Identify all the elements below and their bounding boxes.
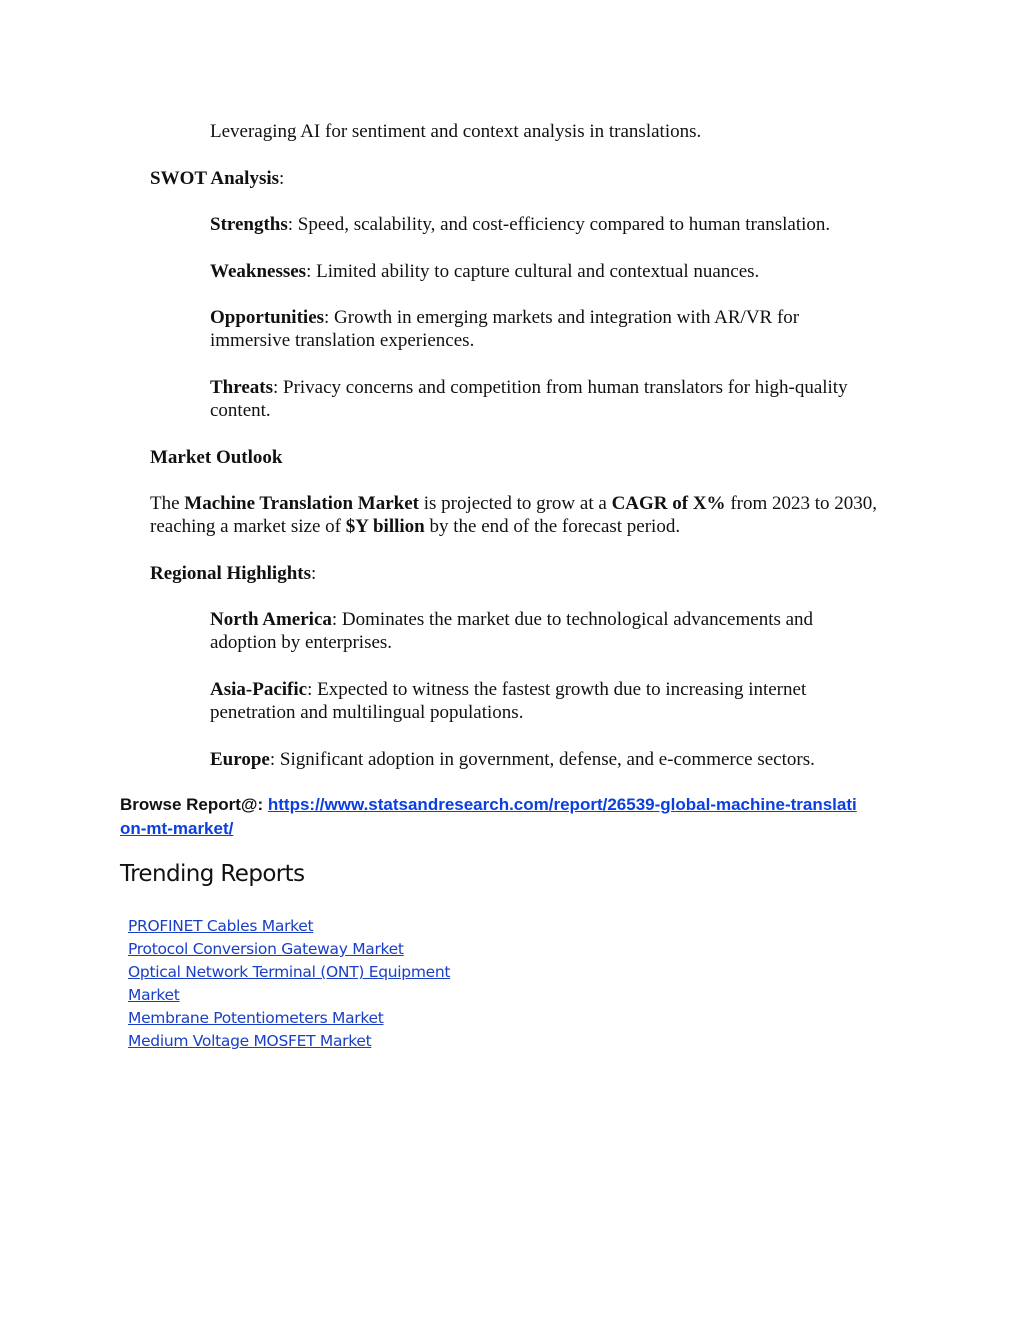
strengths-label: Strengths: [210, 214, 288, 235]
region-north-america: [210, 608, 870, 654]
regional-heading-label: Regional Highlights: [150, 563, 311, 584]
trending-link-mosfet[interactable]: Medium Voltage MOSFET Market: [128, 1032, 372, 1050]
browse-report-label: Browse Report@:: [120, 795, 268, 814]
trending-link-profinet[interactable]: PROFINET Cables Market: [128, 917, 314, 935]
browse-report: [120, 793, 865, 841]
opportunities-text: : Growth in emerging markets and integration with AR/VR for immersive translation experiences.: [210, 307, 800, 351]
swot-strengths: [210, 213, 900, 236]
trending-reports-list: [128, 915, 468, 1053]
swot-heading-label: SWOT Analysis: [150, 168, 280, 189]
threats-text: : Privacy concerns and competition from human translators for high-quality content.: [210, 377, 848, 421]
swot-threats: [210, 376, 910, 422]
asia-pacific-label: Asia-Pacific: [210, 679, 308, 700]
regional-heading-suffix: :: [311, 563, 317, 584]
region-europe: [210, 748, 910, 771]
outlook-bold-market: Machine Translation Market: [184, 493, 419, 514]
swot-opportunities: [210, 306, 870, 352]
region-asia-pacific: [210, 678, 870, 724]
market-outlook-heading-label: Market Outlook: [150, 447, 283, 468]
market-outlook-paragraph: [150, 492, 890, 538]
outlook-text-1: The: [150, 493, 185, 514]
strengths-text: : Speed, scalability, and cost-efficiency compared to human translation.: [287, 214, 831, 235]
threats-label: Threats: [210, 377, 273, 398]
asia-pacific-text: : Expected to witness the fastest growth due to increasing internet penetration and multilingual populations.: [210, 679, 807, 723]
swot-heading: [150, 167, 284, 190]
europe-text: : Significant adoption in government, defense, and e-commerce sectors.: [269, 749, 815, 770]
browse-report-link[interactable]: https://www.statsandresearch.com/report/26539-global-machine-translation-mt-market/: [120, 795, 857, 838]
europe-label: Europe: [210, 749, 270, 770]
outlook-bold-cagr: CAGR of X%: [611, 493, 726, 514]
trending-link-protocol-gateway[interactable]: Protocol Conversion Gateway Market: [128, 940, 404, 958]
swot-heading-suffix: :: [279, 168, 285, 189]
market-outlook-heading: [150, 446, 282, 469]
outlook-bold-size: $Y billion: [345, 516, 425, 537]
outlook-text-3: from 2023 to 2030, reaching a market size of: [150, 493, 878, 537]
outlook-text-2: is projected to grow at a: [418, 493, 612, 514]
outlook-text-4: by the end of the forecast period.: [424, 516, 681, 537]
north-america-text: : Dominates the market due to technological advancements and adoption by enterprises.: [210, 609, 814, 653]
weaknesses-text: : Limited ability to capture cultural and contextual nuances.: [306, 261, 760, 282]
north-america-label: North America: [210, 609, 332, 630]
weaknesses-label: Weaknesses: [210, 261, 307, 282]
intro-line: Leveraging AI for sentiment and context analysis in translations.: [210, 121, 702, 142]
trending-link-ont-equipment[interactable]: Optical Network Terminal (ONT) Equipment Market: [128, 963, 451, 1004]
trending-reports-title: Trending Reports: [120, 861, 305, 887]
opportunities-label: Opportunities: [210, 307, 325, 328]
regional-heading: [150, 562, 316, 585]
swot-weaknesses: [210, 260, 900, 283]
trending-link-membrane-potentiometers[interactable]: Membrane Potentiometers Market: [128, 1009, 384, 1027]
